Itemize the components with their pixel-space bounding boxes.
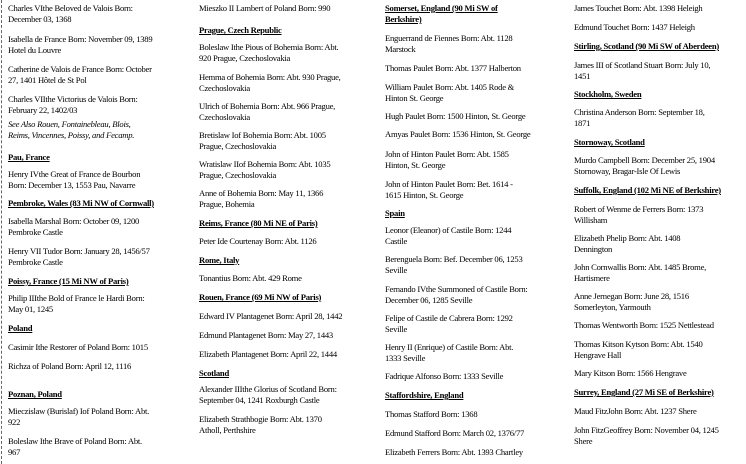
entry-text: Edward IV Plantagenet Born: April 28, 1442 [199, 311, 343, 321]
entry-text: Alexander IIIthe Glorius of Scotland Born: September 04, 1241 Roxburgh Castle [199, 384, 337, 405]
entry-text: Leonor (Eleanor) of Castile Born: 1244 Castile [385, 225, 512, 246]
location-heading[interactable]: Pau, France [8, 152, 50, 162]
location-heading[interactable]: Poissy, France (15 Mi NW of Paris) [8, 276, 129, 286]
location-heading[interactable]: Stockholm, Sweden [574, 89, 642, 99]
location-heading[interactable]: Spain [385, 208, 405, 218]
entry-text: Maud FitzJohn Born: Abt. 1237 Shere [574, 406, 697, 416]
entry-text: Fadrique Alfonso Born: 1333 Seville [385, 371, 504, 381]
entry-text: Boleslaw Ithe Pious of Bohemia Born: Abt. 920 Prague, Czechoslovakia [199, 42, 339, 63]
entry-text: Thomas Kitson Kytson Born: Abt. 1540 Hengrave Hall [574, 339, 703, 360]
entry-text: Anne Jernegan Born: June 28, 1516 Somerleyton, Yarmouth [574, 291, 689, 312]
entry-text: Casimir Ithe Restorer of Poland Born: 1015 [8, 342, 148, 352]
entry-text: Thomas Stafford Born: 1368 [385, 409, 478, 419]
location-heading[interactable]: Reims, France (80 Mi NE of Paris) [199, 218, 318, 228]
left-margin-dashed-rule [1, 0, 2, 464]
entry-text: Elizabeth Phelip Born: Abt. 1408 Dennington [574, 233, 681, 254]
entry-text: Fernando IVthe Summoned of Castile Born: December 06, 1285 Seville [385, 284, 528, 305]
entry-text: Tonantius Born: Abt. 429 Rome [199, 273, 302, 283]
entry-text: John of Hinton Paulet Born: Bet. 1614 - 1615 Hinton, St. George [385, 179, 513, 200]
entry-text: Thomas Paulet Born: Abt. 1377 Halberton [385, 63, 521, 73]
entry-text: Edmund Touchet Born: 1437 Heleigh [574, 22, 695, 32]
entry-text: Isabella de France Born: November 09, 1389 Hotel du Louvre [8, 34, 153, 55]
location-heading[interactable]: Surrey, England (27 Mi SE of Berkshire) [574, 387, 714, 397]
entry-text: Henry VII Tudor Born: January 28, 1456/57 Pembroke Castle [8, 246, 150, 267]
entry-text: Mieszko II Lambert of Poland Born: 990 [199, 3, 331, 13]
entry-text: John FitzGeoffrey Born: November 04, 1245 Shere [574, 425, 719, 446]
entry-text: Amyas Paulet Born: 1536 Hinton, St. George [385, 129, 531, 139]
entry-text: Hugh Paulet Born: 1500 Hinton, St. George [385, 111, 526, 121]
entry-text: Christina Anderson Born: September 18, 1871 [574, 107, 705, 128]
location-heading[interactable]: Staffordshire, England [385, 390, 464, 400]
entry-text: Robert of Wenme de Ferrers Born: 1373 Willisham [574, 204, 704, 225]
location-heading[interactable]: Stornoway, Scotland [574, 137, 645, 147]
entry-text: Wratislaw IIof Bohemia Born: Abt. 1035 Prague, Czechoslovakia [199, 159, 331, 180]
entry-text: Richza of Poland Born: April 12, 1116 [8, 361, 132, 371]
entry-text: Felipe of Castile de Cabrera Born: 1292 Seville [385, 313, 513, 334]
entry-text: Bretislaw Iof Bohemia Born: Abt. 1005 Prague, Czechoslovakia [199, 130, 326, 151]
entry-text: Henry IVthe Great of France de Bourbon Born: December 13, 1553 Pau, Navarre [8, 169, 141, 190]
entry-text: William Paulet Born: Abt. 1405 Rode & Hinton St. George [385, 82, 515, 103]
location-heading[interactable]: Poland [8, 323, 33, 333]
entry-text: Edmund Stafford Born: March 02, 1376/77 [385, 428, 525, 438]
see-also-note: See Also Rouen, Fontainebleau, Blois, Reims, Vincennes, Poissy, and Fecamp. [8, 119, 135, 140]
location-heading[interactable]: Prague, Czech Republic [199, 25, 282, 35]
entry-text: Isabella Marshal Born: October 09, 1200 Pembroke Castle [8, 216, 140, 237]
entry-text: Mary Kitson Born: 1566 Hengrave [574, 368, 687, 378]
entry-text: Elizabeth Plantagenet Born: April 22, 1444 [199, 349, 337, 359]
location-heading[interactable]: Scotland [199, 368, 229, 378]
entry-text: Catherine de Valois de France Born: October 27, 1401 Hôtel de St Pol [8, 64, 152, 85]
entry-text: Boleslaw Ithe Brave of Poland Born: Abt. 967 [8, 436, 142, 457]
entry-text: Thomas Wentworth Born: 1525 Nettlestead [574, 320, 714, 330]
entry-text: Henry II (Enrique) of Castile Born: Abt. 1333 Seville [385, 342, 514, 363]
location-heading[interactable]: Somerset, England (90 Mi SW of Berkshire) [385, 3, 498, 24]
location-heading[interactable]: Suffolk, England (102 Mi NE of Berkshire) [574, 185, 721, 195]
entry-text: John Cornwallis Born: Abt. 1485 Brome, Hartismere [574, 262, 707, 283]
entry-text: Charles VIIthe Victorius de Valois Born: February 22, 1402/03 [8, 94, 138, 115]
entry-text: Elizabeth Ferrers Born: Abt. 1393 Chartley [385, 447, 523, 457]
entry-text: Anne of Bohemia Born: May 11, 1366 Prague, Bohemia [199, 188, 324, 209]
entry-text: Elizabeth Strathbogie Born: Abt. 1370 Atholl, Perthshire [199, 414, 322, 435]
entry-text: John of Hinton Paulet Born: Abt. 1585 Hinton, St. George [385, 149, 509, 170]
location-heading[interactable]: Rouen, France (69 Mi NW of Paris) [199, 292, 322, 302]
entry-text: Edmund Plantagenet Born: May 27, 1443 [199, 330, 333, 340]
entry-text: James Touchet Born: Abt. 1398 Heleigh [574, 3, 703, 13]
entry-text: Berenguela Born: Bef. December 06, 1253 Seville [385, 254, 523, 275]
location-heading[interactable]: Stirling, Scotland (90 Mi SW of Aberdeen) [574, 41, 719, 51]
entry-text: Peter Ide Courtenay Born: Abt. 1126 [199, 236, 317, 246]
location-heading[interactable]: Poznan, Poland [8, 389, 62, 399]
entry-text: Charles VIthe Beloved de Valois Born: December 03, 1368 [8, 3, 133, 24]
location-heading[interactable]: Pembroke, Wales (83 Mi NW of Cornwall) [8, 198, 154, 208]
entry-text: Mieczislaw (Burislaf) Iof Poland Born: Abt. 922 [8, 406, 150, 427]
entry-text: Philip IIIthe Bold of France le Hardi Born: May 01, 1245 [8, 293, 145, 314]
entry-text: Murdo Campbell Born: December 25, 1904 Stornoway, Bragar-Isle Of Lewis [574, 155, 715, 176]
entry-text: Ulrich of Bohemia Born: Abt. 966 Prague, Czechoslovakia [199, 101, 336, 122]
entry-text: Hemma of Bohemia Born: Abt. 930 Prague, Czechoslovakia [199, 72, 341, 93]
location-heading[interactable]: Rome, Italy [199, 255, 240, 265]
entry-text: James III of Scotland Stuart Born: July 10, 1451 [574, 60, 711, 81]
entry-text: Enguerrand de Fiennes Born: Abt. 1128 Marstock [385, 33, 513, 54]
